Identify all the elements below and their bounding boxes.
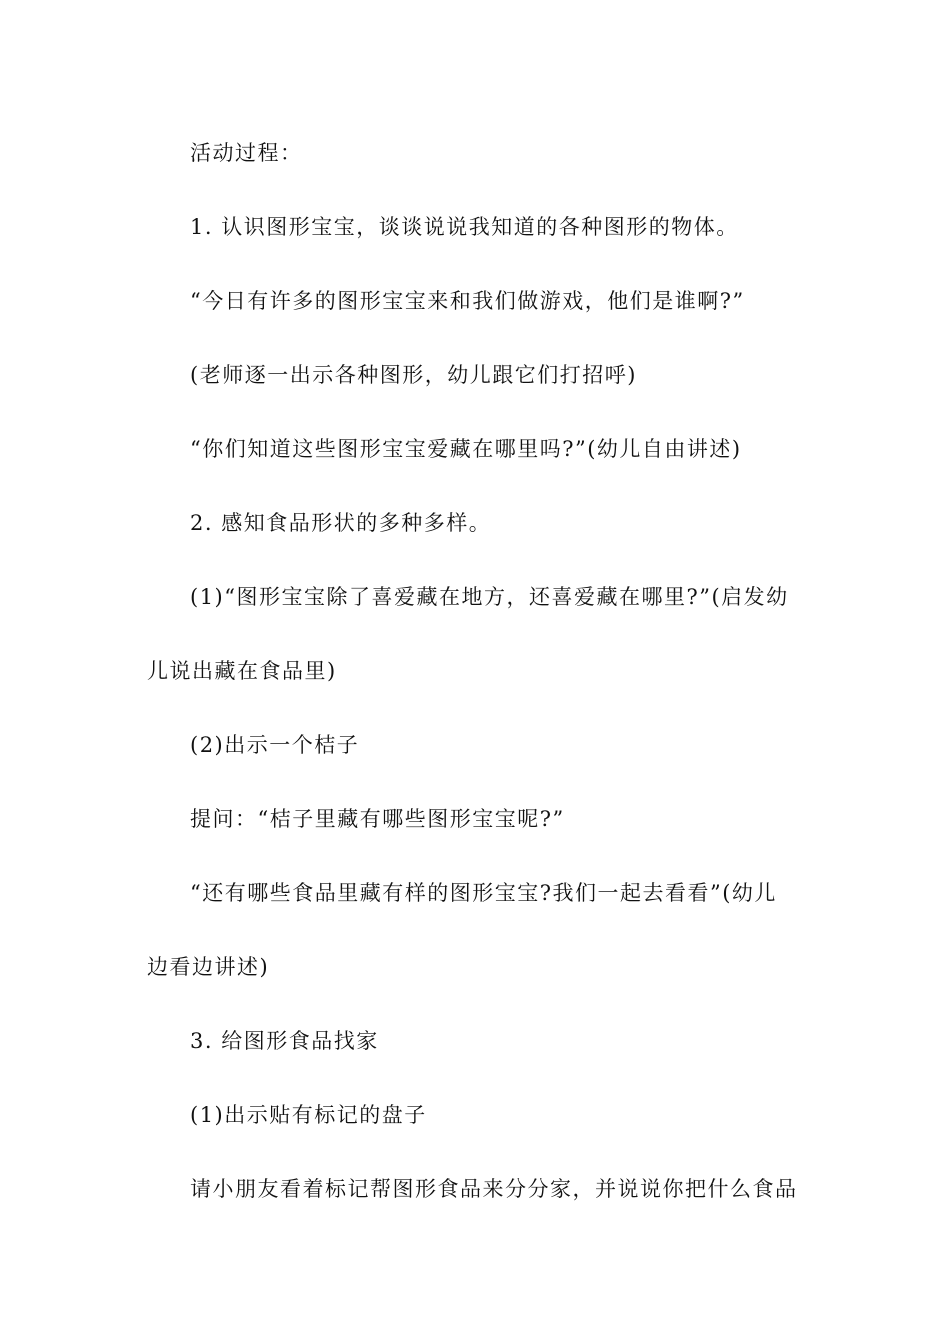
paragraph: 提问：“桔子里藏有哪些图形宝宝呢?” [190,807,565,831]
step-1-heading: 1. 认识图形宝宝，谈谈说说我知道的各种图形的物体。 [190,215,739,239]
paragraph-continuation: 边看边讲述) [147,955,270,979]
paragraph: (1)出示贴有标记的盘子 [190,1103,427,1127]
section-heading-activity-process: 活动过程： [190,141,303,165]
paragraph-continuation: 儿说出藏在食品里) [147,659,337,683]
paragraph: 请小朋友看着标记帮图形食品来分分家，并说说你把什么食品 [190,1177,798,1201]
step-2-heading: 2. 感知食品形状的多种多样。 [190,511,492,535]
paragraph: (1)“图形宝宝除了喜爱藏在地方，还喜爱藏在哪里?”(启发幼 [190,585,789,609]
paragraph: (老师逐一出示各种图形，幼儿跟它们打招呼) [190,363,637,387]
step-3-heading: 3. 给图形食品找家 [190,1029,379,1053]
paragraph: (2)出示一个桔子 [190,733,360,757]
paragraph: “还有哪些食品里藏有样的图形宝宝?我们一起去看看”(幼儿 [190,881,777,905]
paragraph: “今日有许多的图形宝宝来和我们做游戏，他们是谁啊?” [190,289,745,313]
paragraph: “你们知道这些图形宝宝爱藏在哪里吗?”(幼儿自由讲述) [190,437,742,461]
